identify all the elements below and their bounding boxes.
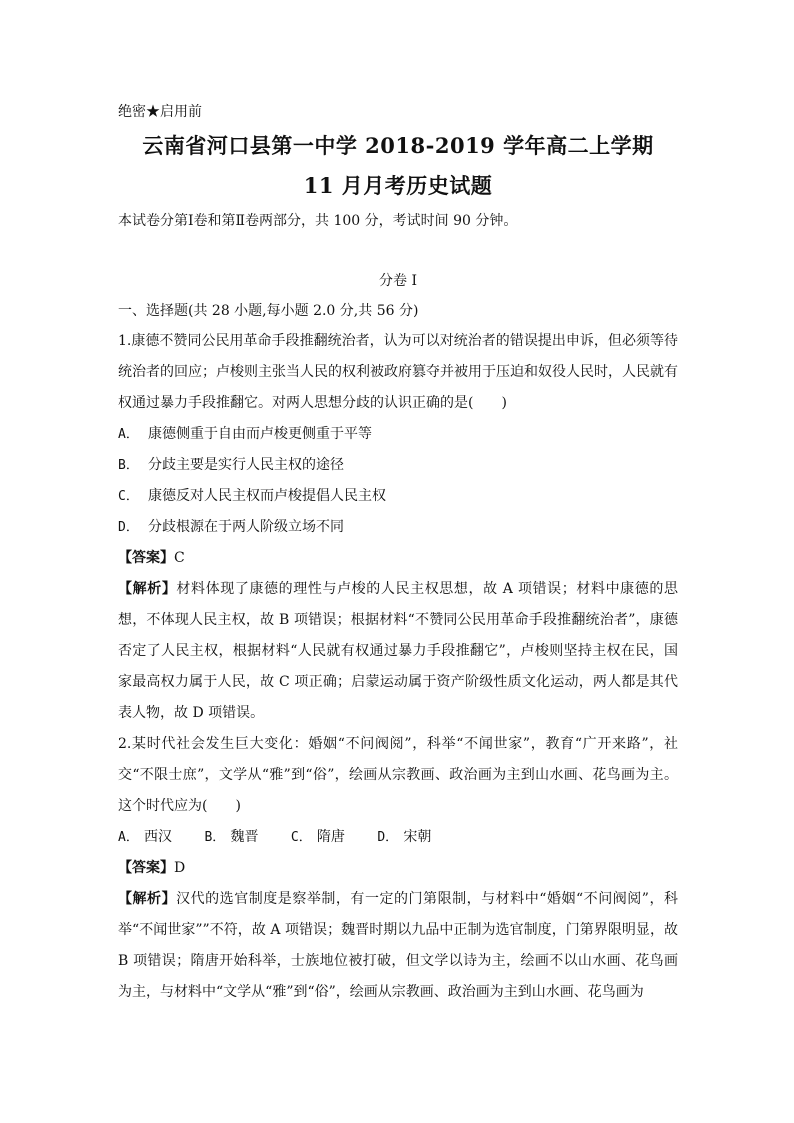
option-text: 宋朝 bbox=[403, 829, 432, 845]
answer-line bbox=[118, 853, 678, 884]
option-text: 康德侧重于自由而卢梭更侧重于平等 bbox=[148, 426, 372, 442]
option-letter: A． bbox=[118, 427, 139, 442]
option-letter: A． bbox=[118, 830, 139, 845]
exam-title-line-1: 云南省河口县第一中学 2018-2019 学年高二上学期 bbox=[142, 133, 654, 158]
option-d bbox=[377, 822, 431, 853]
answer-label: 【答案】 bbox=[118, 860, 174, 876]
answer-label: 【答案】 bbox=[118, 550, 174, 566]
answer-line bbox=[118, 543, 678, 574]
option-text: 西汉 bbox=[144, 829, 172, 845]
section-title: 分卷 I bbox=[379, 273, 417, 289]
secret-mark: 绝密★启用前 bbox=[118, 104, 202, 120]
option-text: 分歧根源在于两人阶级立场不同 bbox=[148, 519, 344, 535]
exam-intro: 本试卷分第Ⅰ卷和第Ⅱ卷两部分，共 100 分，考试时间 90 分钟。 bbox=[118, 213, 518, 229]
inline-options bbox=[118, 822, 678, 853]
analysis-label: 【解析】 bbox=[118, 891, 177, 907]
question-stem: 1.康德不赞同公民用革命手段推翻统治者，认为可以对统治者的错误提出申诉，但必须等待统治者的回应；卢梭则主张当人民的权利被政府篡夺并被用于压迫和奴役人民时，人民就有权通过暴力手段推翻它。对两人思想分歧的认识正确的是( ) bbox=[118, 333, 678, 411]
option-letter: B． bbox=[204, 830, 226, 845]
option-text: 分歧主要是实行人民主权的途径 bbox=[148, 457, 344, 473]
option-letter: C． bbox=[290, 830, 312, 845]
option-text: 魏晋 bbox=[230, 829, 259, 845]
question-2 bbox=[118, 729, 678, 1008]
analysis-label: 【解析】 bbox=[118, 581, 177, 597]
analysis-text: 汉代的选官制度是察举制，有一定的门第限制，与材料中“婚姻“不问阀阅”，科举“不闻世家””不符，故 A 项错误；魏晋时期以九品中正制为选官制度，门第界限明显，故 B 项错误；隋唐开始科举，士族地位被打破，但文学以诗为主，绘画不以山水画、花鸟画为主，与材料中“文学从“雅”到“俗”，绘画从宗教画、政治画为主到山水画、花鸟画为 bbox=[118, 891, 678, 1000]
option-text: 隋唐 bbox=[316, 829, 345, 845]
question-1 bbox=[118, 326, 678, 729]
option-b bbox=[118, 450, 678, 481]
option-letter: B． bbox=[118, 458, 139, 473]
option-c bbox=[118, 481, 678, 512]
option-d bbox=[118, 512, 678, 543]
analysis-paragraph bbox=[118, 884, 678, 1008]
option-b bbox=[204, 822, 258, 853]
document-content bbox=[118, 102, 678, 1008]
analysis-paragraph bbox=[118, 574, 678, 729]
option-letter: C． bbox=[118, 489, 139, 504]
analysis-text: 材料体现了康德的理性与卢梭的人民主权思想，故 A 项错误；材料中康德的思想，不体现人民主权，故 B 项错误；根据材料“不赞同公民用革命手段推翻统治者”，康德否定了人民主权，根据材料“人民就有权通过暴力手段推翻它”，卢梭则坚持主权在民，国家最高权力属于人民，故 C 项正确；启蒙运动属于资产阶级性质文化运动，两人都是其代表人物，故 D 项错误。 bbox=[118, 581, 678, 721]
option-c bbox=[291, 822, 345, 853]
answer-value: D bbox=[174, 860, 186, 876]
part-heading: 一、选择题(共 28 小题,每小题 2.0 分,共 56 分) bbox=[118, 303, 419, 319]
option-letter: D． bbox=[377, 830, 399, 845]
option-a bbox=[118, 822, 172, 853]
option-text: 康德反对人民主权而卢梭提倡人民主权 bbox=[148, 488, 386, 504]
question-stem: 2.某时代社会发生巨大变化：婚姻“不问阀阅”，科举“不闻世家”，教育“广开来路”，社交“不限士庶”，文学从“雅”到“俗”，绘画从宗教画、政治画为主到山水画、花鸟画为主。这个时代应为( ) bbox=[118, 736, 678, 814]
option-a bbox=[118, 419, 678, 450]
answer-value: C bbox=[174, 550, 185, 566]
exam-title-line-2: 11 月月考历史试题 bbox=[303, 173, 493, 198]
option-letter: D． bbox=[118, 520, 139, 535]
